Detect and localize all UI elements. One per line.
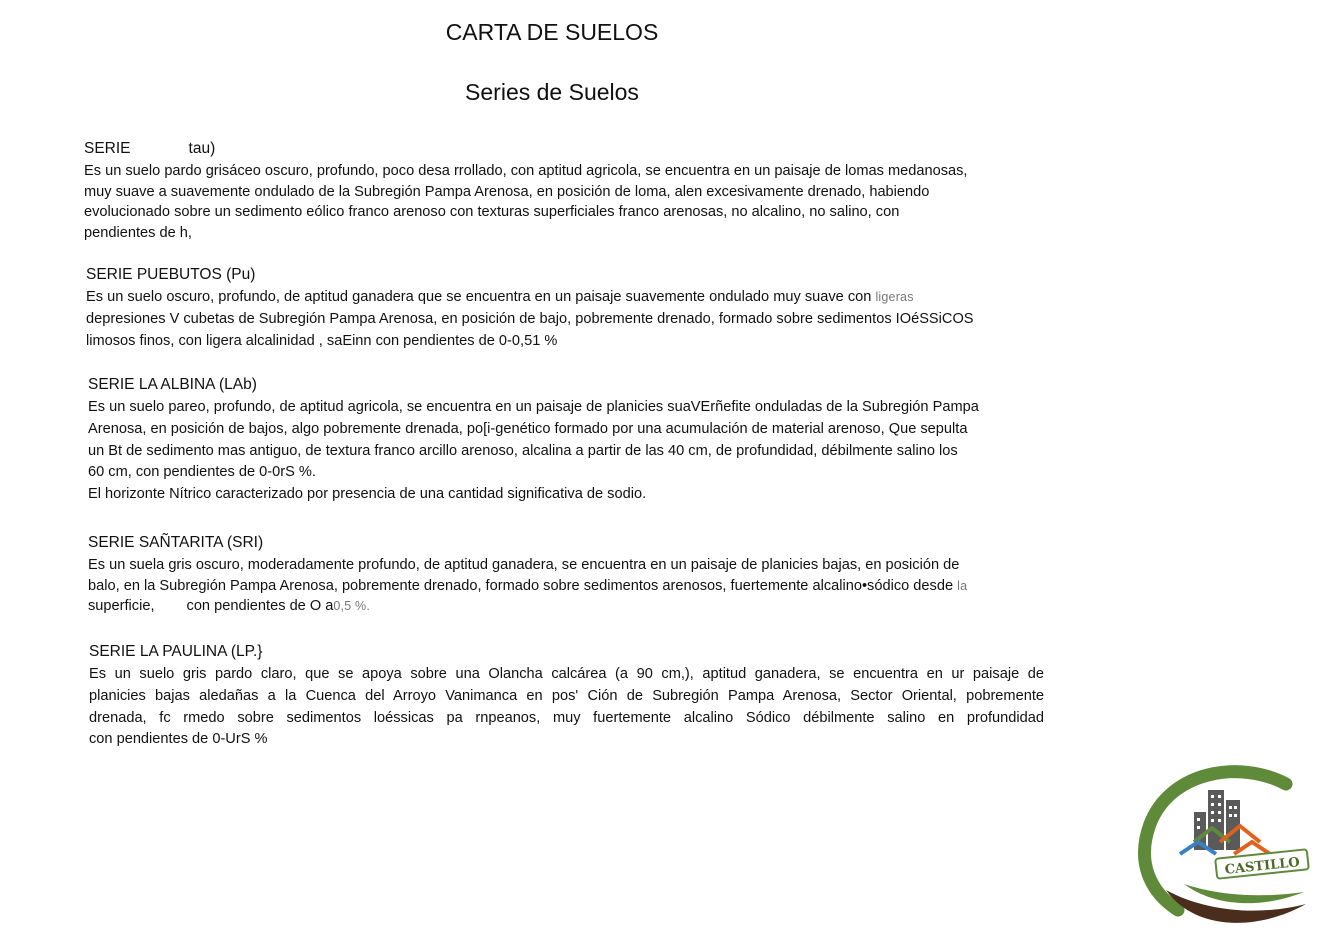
text-line: 60 cm, con pendientes de 0-0rS %. (88, 464, 316, 481)
text-segment: Es un suelo oscuro, profundo, de aptitud ganadera que se encuentra en un paisaje suavemente ondulado muy suave con (86, 289, 872, 305)
page-title: CARTA DE SUELOS (445, 19, 659, 45)
text-segment: balo, en la Subregión Pampa Arenosa, pobremente drenado, formado sobre sedimentos arenosos, fuertemente alcalino•sódico desde (88, 577, 954, 594)
text-line: Arenosa, en posición de bajos, algo pobremente drenada, po[i-genético formado por una acumulación de material arenoso, Que sepulta (88, 420, 968, 437)
text-line: Es un suelo pareo, profundo, de aptitud agricola, se encuentra en un paisaje de planicies suaVErñefite onduladas de la Subregión Pampa (88, 399, 979, 415)
serie-section-3 (88, 376, 1078, 506)
serie-description (84, 161, 1074, 243)
faded-text: ligeras (875, 290, 914, 304)
serie-section-5 (89, 643, 1079, 751)
serie-heading (84, 140, 1074, 158)
text-line: planicies bajas aledañas a la Cuenca del Arroyo Vanimanca en pos' Ción de Subregión Pampa Arenosa, Sector Oriental, pobremente (89, 687, 1044, 704)
text-line: un Bt de sedimento mas antiguo, de textura franco arcillo arenoso, alcalina a partir de las 40 cm, de profundidad, débilmente salino los (88, 442, 958, 459)
text-line (86, 287, 1076, 309)
text-line (88, 596, 1078, 617)
text-line: pendientes de h, (84, 224, 192, 241)
text-segment: superficie, (88, 598, 155, 614)
serie-section-1 (84, 140, 1074, 243)
text-line: evolucionado sobre un sedimento eólico franco arenoso con texturas superficiales franco arenosas, no alcalino, no salino, con (84, 204, 900, 220)
castillo-logo (1136, 762, 1312, 932)
page-subtitle: Series de Suelos (465, 79, 639, 105)
serie-heading: SERIE LA ALBINA (LAb) (88, 376, 257, 393)
text-segment: con pendientes de O a (186, 598, 334, 614)
text-line: con pendientes de 0-UrS % (89, 731, 268, 748)
house-roof-icon (1180, 826, 1270, 854)
faded-text: 0,5 %. (333, 599, 371, 613)
text-line: depresiones V cubetas de Subregión Pampa Arenosa, en posición de bajo, pobremente drenado, formado sobre sedimentos IOéSSiCOS (86, 310, 974, 327)
text-line: drenada, fc rmedo sobre sedimentos loéssicas pa rnpeanos, muy fuertemente alcalino Sódico débilmente salino en profundidad (89, 709, 1044, 726)
text-line: muy suave a suavemente ondulado de la Subregión Pampa Arenosa, en posición de loma, alen excesivamente drenado, habiendo (84, 183, 930, 200)
text-line: limosos finos, con ligera alcalinidad , saEinn con pendientes de 0-0,51 % (86, 332, 558, 349)
serie-heading: SERIE PUEBUTOS (Pu) (86, 266, 256, 283)
serie-heading-suffix: tau) (188, 140, 216, 157)
serie-description (86, 287, 1076, 352)
serie-section-2 (86, 266, 1076, 352)
serie-description (89, 664, 1079, 751)
serie-description (88, 555, 1078, 617)
faded-text: la (957, 578, 968, 593)
serie-heading-prefix: SERIE (84, 140, 131, 157)
logo-text: CASTILLO (1224, 855, 1301, 878)
text-line: Es un suela gris oscuro, moderadamente profundo, de aptitud ganadera, se encuentra en un paisaje de planicies bajas, en posición de (88, 557, 960, 573)
text-line (88, 576, 1078, 597)
serie-section-4 (88, 534, 1078, 617)
building-icon (1194, 790, 1240, 850)
text-line: Es un suelo gris pardo claro, que se apoya sobre una Olancha calcárea (a 90 cm,), aptitud ganadera, se encuentra en ur paisaje de (89, 666, 1044, 682)
serie-description (88, 397, 1078, 506)
text-line: Es un suelo pardo grisáceo oscuro, profundo, poco desa rrollado, con aptitud agricola, se encuentra en un paisaje de lomas medanosas, (84, 163, 968, 179)
serie-heading: SERIE LA PAULINA (LP.} (89, 643, 263, 660)
text-line: El horizonte Nítrico caracterizado por presencia de una cantidad significativa de sodio. (88, 486, 647, 503)
serie-heading: SERIE SAÑTARITA (SRI) (88, 534, 264, 551)
